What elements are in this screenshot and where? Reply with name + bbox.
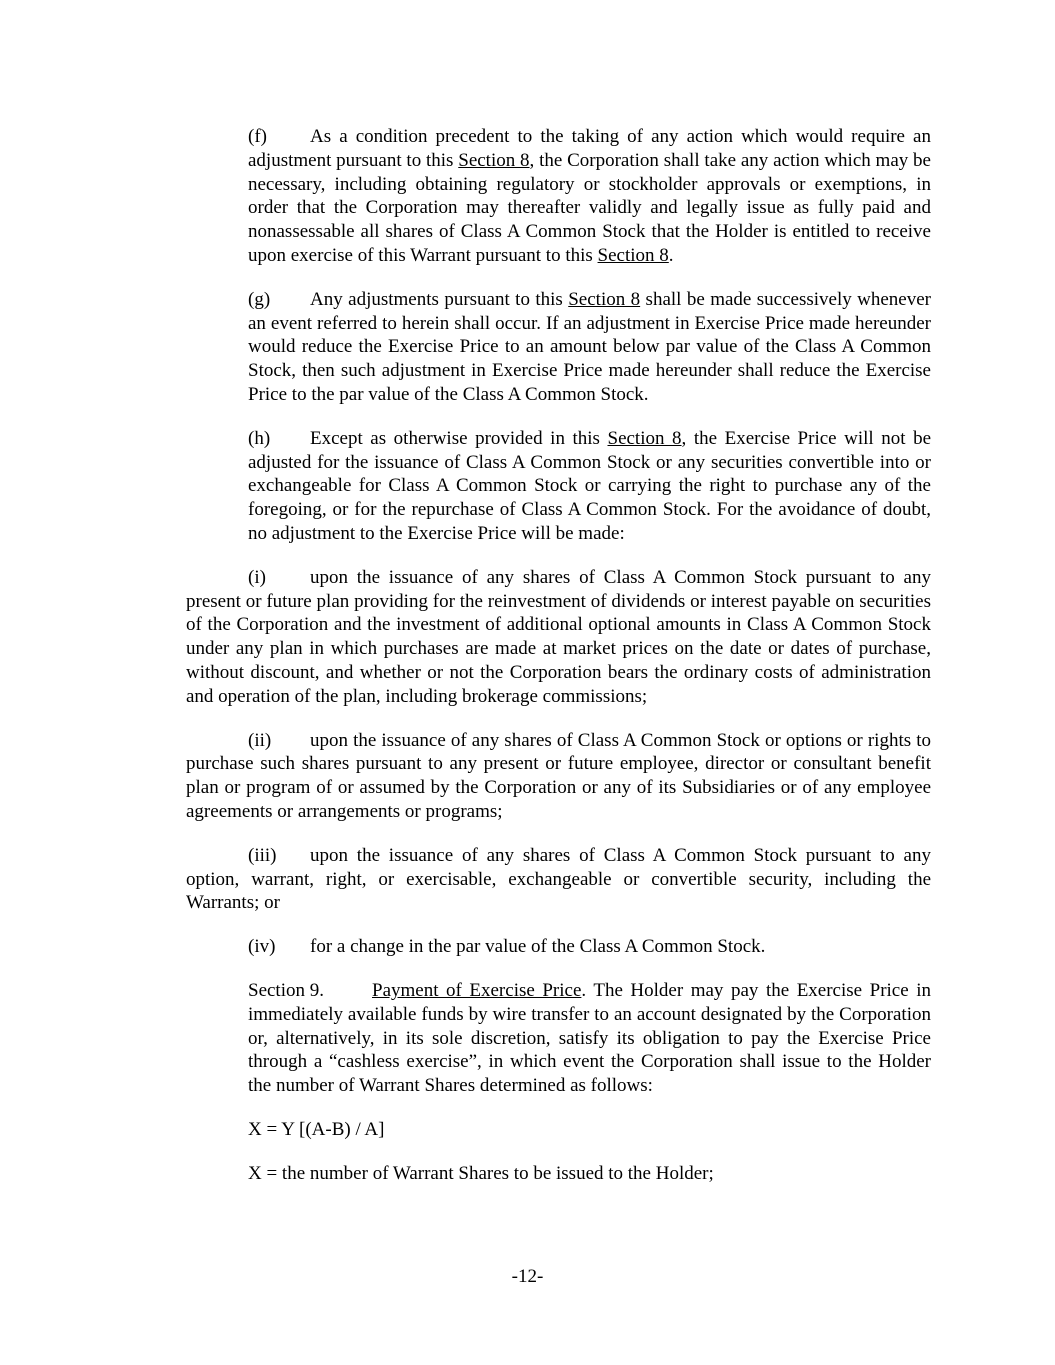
subparagraph-label: (ii) — [248, 729, 272, 751]
section-9: Section 9. Payment of Exercise Price. The Holder may pay the Exercise Price in immediately available funds by wire transfer to an account designated by the Corporation or, alternatively, in its sole discretion, satisfy its obligation to pay the Exercise Price through a “cashless exercise”, in which event the Corporation shall issue to the Holder the number of Warrant Shares determined as follows: — [248, 979, 931, 1097]
formula: X = Y [(A-B) / A] — [248, 1118, 385, 1140]
subparagraph-label: (iii) — [248, 844, 277, 866]
subparagraph-ii: (ii) upon the issuance of any shares of Class A Common Stock or options or rights to purchase such shares pursuant to any present or future employee, director or consultant benefit plan or program of or assumed by the Corporation or any of its Subsidiaries or of any employee agreements or arrangements or programs; — [186, 729, 931, 822]
section-reference: Section 8 — [597, 244, 669, 266]
paragraph-label: (h) — [248, 427, 271, 449]
paragraph-g: (g) Any adjustments pursuant to this Section 8 shall be made successively whenever an event referred to herein shall occur. If an adjustment in Exercise Price made hereunder would reduce the Exercise Price to an amount below par value of the Class A Common Stock, then such adjustment in Exercise Price made hereunder shall reduce the Exercise Price to the par value of the Class A Common Stock. — [248, 288, 931, 405]
section-reference: Section 8 — [568, 288, 641, 310]
subparagraph-iii: (iii) upon the issuance of any shares of Class A Common Stock pursuant to any option, warrant, right, or exercisable, exchangeable or convertible security, including the Warrants; or — [186, 844, 931, 914]
subparagraph-i: (i) upon the issuance of any shares of Class A Common Stock pursuant to any present or future plan providing for the reinvestment of dividends or interest payable on securities of the Corporation and the investment of additional optional amounts in Class A Common Stock under any plan in which purchases are made at market prices on the date or dates of purchase, without discount, and whether or not the Corporation bears the ordinary costs of administration and operation of the plan, including brokerage commissions; — [186, 566, 931, 707]
section-reference: Section 8 — [607, 427, 682, 449]
subparagraph-iv: (iv) for a change in the par value of the Class A Common Stock. — [248, 936, 766, 958]
paragraph-h: (h) Except as otherwise provided in this Section 8, the Exercise Price will not be adjusted for the issuance of Class A Common Stock or any securities convertible into or exchangeable for Class A Common Stock or carrying the right to purchase any of the foregoing, or for the repurchase of Class A Common Stock. For the avoidance of doubt, no adjustment to the Exercise Price will be made: — [248, 427, 931, 544]
paragraph-f: (f) As a condition precedent to the taking of any action which would require an adjustment pursuant to this Section 8, the Corporation shall take any action which may be necessary, including obtaining regulatory or stockholder approvals or exemptions, in order that the Corporation may thereafter validly and legally issue as fully paid and nonassessable all shares of Class A Common Stock that the Holder is entitled to receive upon exercise of this Warrant pursuant to this Section 8. — [248, 126, 931, 266]
section-heading: Payment of Exercise Price — [372, 979, 582, 1001]
section-reference: Section 8 — [458, 149, 530, 171]
formula-definition: X = the number of Warrant Shares to be issued to the Holder; — [248, 1162, 714, 1184]
page-number: -12- — [511, 1266, 544, 1287]
section-label: Section 9. — [248, 979, 324, 1001]
paragraph-label: (f) — [248, 126, 267, 147]
subparagraph-label: (i) — [248, 566, 266, 588]
document-page — [124, 125, 931, 1205]
subparagraph-label: (iv) — [248, 936, 276, 958]
paragraph-label: (g) — [248, 288, 271, 310]
